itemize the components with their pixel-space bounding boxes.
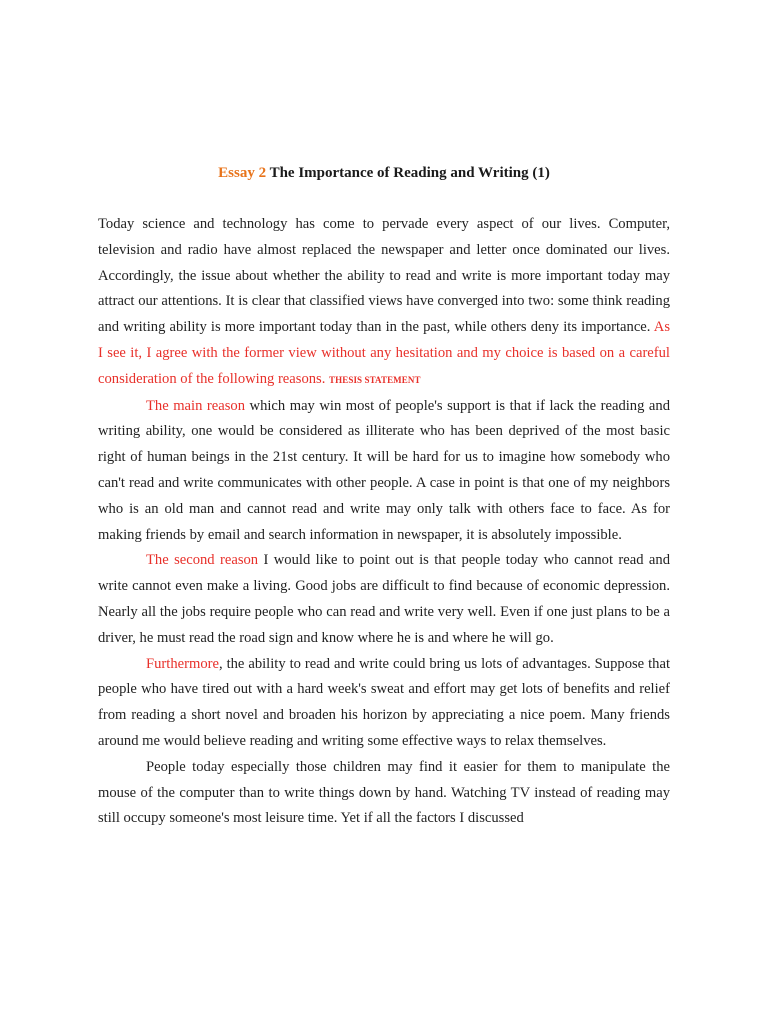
paragraph-introduction xyxy=(98,212,670,394)
main-reason-text: which may win most of people's support is that if lack the reading and writing ability, one would be considered as illiterate who has been deprived of the most basic right of human beings in the 21st century. It will be hard for us to imagine how somebody who can't read and write communicates with other people. A case in point is that one of my neighbors who is an old man and cannot read and write may only talk with others face to face. As for making friends by email and search information in newspaper, it is absolutely impossible. xyxy=(98,397,670,543)
furthermore-lead: Furthermore xyxy=(146,655,219,672)
second-reason-text: I would like to point out is that people today who cannot read and write cannot even make a living. Good jobs are difficult to find because of economic depression. Nearly all the jobs require people who can read and write very well. Even if one just plans to be a driver, he must read the road sign and know where he is and where he will go. xyxy=(98,552,670,646)
paragraph-furthermore xyxy=(98,652,670,755)
paragraph-counterpoint xyxy=(98,755,670,832)
main-reason-lead: The main reason xyxy=(146,397,245,414)
essay-heading: The Importance of Reading and Writing (1) xyxy=(269,165,550,181)
thesis-statement-tag: THESIS STATEMENT xyxy=(329,374,421,385)
paragraph-second-reason xyxy=(98,548,670,651)
paragraph-main-reason xyxy=(98,394,670,549)
second-reason-lead: The second reason xyxy=(146,552,259,569)
intro-text: Today science and technology has come to pervade every aspect of our lives. Computer, television and radio have almost replaced the newspaper and letter once dominated our lives. Accordingly, the issue about whether the ability to read and write is more important today may attract our attentions. It is clear that classified views have converged into two: some think reading and writing ability is more important today than in the past, while others deny its importance. xyxy=(98,216,670,336)
thesis-highlight: As I see it, I agree with the former view without any hesitation and my choice is based on a careful consideration of the following reasons. xyxy=(98,319,670,387)
furthermore-text: , the ability to read and write could bring us lots of advantages. Suppose that people who have tired out with a hard week's sweat and effort may get lots of benefits and relief from reading a short novel and broaden his horizon by appreciating a nice poem. Many friends around me would believe reading and writing some effective ways to relax themselves. xyxy=(98,655,670,749)
counterpoint-text: People today especially those children may find it easier for them to manipulate the mouse of the computer than to write things down by hand. Watching TV instead of reading may still occupy someone's most leisure time. Yet if all the factors I discussed xyxy=(98,758,670,827)
essay-title xyxy=(0,163,768,183)
essay-number-label: Essay 2 xyxy=(218,165,267,181)
essay-body xyxy=(98,212,670,832)
